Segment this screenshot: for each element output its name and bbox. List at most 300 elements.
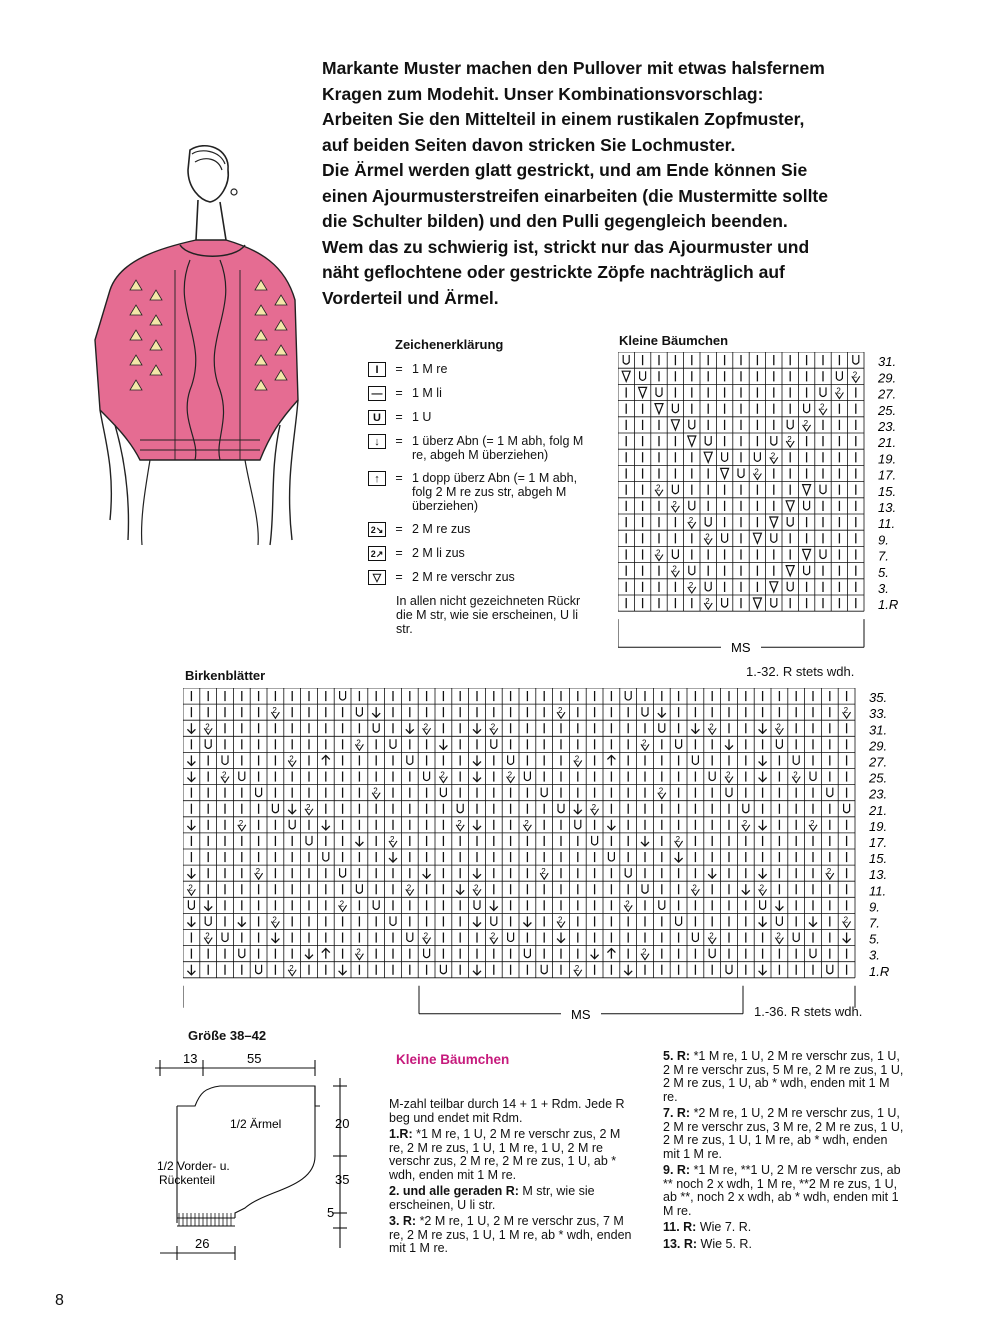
- chart-stitch: [759, 883, 767, 895]
- chart-stitch: [205, 739, 211, 748]
- chart-stitch: [473, 820, 481, 830]
- chart-stitch: [770, 582, 778, 592]
- svg-text:2: 2: [672, 564, 677, 574]
- svg-text:2: 2: [205, 722, 210, 732]
- chart-stitch: [473, 755, 481, 765]
- chart-stitch: [688, 436, 696, 446]
- row-2: 2. und alle geraden R: M str, wie sie erscheinen, U li str.: [389, 1184, 595, 1212]
- chart-stitch: [238, 916, 246, 926]
- svg-text:2: 2: [656, 483, 661, 493]
- chart-stitch: [771, 533, 777, 542]
- chart-stitch: [793, 755, 799, 764]
- row-label: 3.: [869, 947, 880, 963]
- chart-stitch: [689, 420, 695, 429]
- chart-stitch: [204, 900, 212, 910]
- svg-text:2: 2: [810, 818, 815, 828]
- chart-stitch: [541, 788, 547, 797]
- chart-stitch: [708, 722, 716, 734]
- chart-stitch: [754, 452, 760, 461]
- svg-text:2: 2: [356, 947, 361, 957]
- chart-stitch: [692, 755, 698, 764]
- svg-text:2: 2: [642, 738, 647, 748]
- chart-stitch: [676, 916, 682, 925]
- chart-stitch: [787, 582, 793, 591]
- chart-stitch: [722, 452, 728, 461]
- chart-stitch: [787, 420, 793, 429]
- svg-text:2: 2: [591, 802, 597, 812]
- svg-text:2: 2: [759, 883, 765, 893]
- chart-stitch: [575, 820, 581, 829]
- chart-stitch: [473, 868, 481, 878]
- chart-stitch: [658, 707, 666, 717]
- chart-stitch: [672, 549, 678, 558]
- chart-stitch: [640, 371, 646, 380]
- chart-stitch: [255, 867, 263, 879]
- chart-stitch: [204, 932, 212, 944]
- row-1: 1.R: *1 M re, 1 U, 2 M re verschr zus, 2 M re, 2 M re zus, 1 U, 1 M re, 1 U, 2 M re verschr zus, 2 M re, 2 M re zus, 1 U, ab * wdh, enden mit 1 M re.: [389, 1127, 621, 1182]
- svg-text:2: 2: [705, 532, 710, 542]
- row-5: 5. R: *1 M re, 1 U, 2 M re verschr zus, 1 U, 2 M re verschr zus, 5 M re, 2 M re zus, 1 U, 2 M re zus, 1 U, ab * wdh, enden mit 1 M re.: [663, 1049, 904, 1104]
- row-label: 23.: [878, 419, 897, 434]
- chart-stitch: [655, 404, 663, 414]
- svg-text:2: 2: [423, 931, 429, 941]
- row-label: 29.: [869, 738, 888, 754]
- chart-stitch: [804, 501, 810, 510]
- svg-text:2: 2: [423, 722, 429, 732]
- size-schematic: [155, 1048, 370, 1263]
- chart-large-grid: [183, 688, 908, 1023]
- row-label: 19.: [869, 818, 888, 834]
- chart-stitch: [322, 820, 330, 830]
- row-label: 11.: [878, 516, 896, 532]
- chart-stitch: [775, 900, 783, 910]
- p2tog-symbol: 2↗: [368, 546, 386, 561]
- legend-text: 2 M li zus: [412, 546, 465, 560]
- chart-stitch: [742, 884, 750, 894]
- chart-stitch: [222, 933, 228, 942]
- chart-stitch: [490, 900, 498, 910]
- chart-stitch: [770, 451, 778, 463]
- chart-stitch: [607, 949, 615, 959]
- chart-stitch: [676, 739, 682, 748]
- chart-stitch: [786, 501, 794, 511]
- legend-item: 2↗ = 2 M li zus: [368, 546, 593, 561]
- row-label: 15.: [878, 483, 897, 499]
- chart-stitch: [704, 452, 712, 462]
- svg-text:2: 2: [787, 435, 792, 445]
- intro-line: einen Ajourmusterstreifen einarbeiten (die Mustermitte sollte: [322, 185, 828, 206]
- svg-text:2: 2: [306, 802, 311, 812]
- row-13: 13. R: Wie 5. R.: [663, 1236, 752, 1251]
- chart-stitch: [792, 771, 800, 783]
- chart-stitch: [423, 868, 431, 878]
- row-label: 23.: [869, 786, 888, 802]
- chart-stitch: [373, 723, 379, 732]
- svg-text:2: 2: [820, 402, 825, 412]
- row-label: 7.: [869, 915, 880, 931]
- chart-stitch: [655, 549, 663, 561]
- svg-text:2: 2: [255, 867, 261, 877]
- chart-stitch: [456, 819, 464, 831]
- sweater-illustration: [70, 140, 320, 550]
- row-label: 9.: [878, 532, 889, 548]
- chart-stitch: [204, 722, 212, 734]
- svg-text:2: 2: [826, 867, 832, 877]
- legend-text: 1 dopp überz Abn (= 1 M abh, folg 2 M re zus str, abgeh M überziehen): [412, 471, 578, 513]
- legend: [368, 362, 593, 636]
- chart-stitch: [689, 566, 695, 575]
- chart-stitch: [770, 517, 778, 527]
- legend-text: 1 überz Abn (= 1 M abh, folg M re, abgeh M überziehen): [412, 434, 584, 462]
- row-label: 17.: [878, 467, 897, 483]
- chart-stitch: [704, 597, 712, 609]
- svg-text:2: 2: [688, 580, 694, 590]
- chart-stitch: [820, 387, 826, 396]
- chart-stitch: [574, 804, 582, 814]
- chart-stitch: [624, 965, 632, 975]
- chart-stitch: [759, 820, 767, 830]
- chart-stitch: [523, 819, 531, 831]
- svg-text:2: 2: [709, 931, 714, 941]
- svg-text:2: 2: [742, 818, 748, 828]
- dim-20: 20: [335, 1116, 350, 1131]
- chart-stitch: [390, 916, 396, 925]
- chart-stitch: [691, 883, 699, 895]
- chart-stitch: [187, 883, 195, 895]
- chart-stitch: [187, 723, 195, 733]
- chart-stitch: [372, 787, 380, 799]
- chart-stitch: [725, 739, 733, 749]
- knit-left-symbol: —: [368, 386, 386, 401]
- chart-stitch: [759, 868, 767, 878]
- chart-stitch: [836, 371, 842, 380]
- chart-stitch: [574, 754, 582, 766]
- chart-stitch: [373, 900, 379, 909]
- chart-stitch: [271, 706, 279, 718]
- chart-stitch: [641, 738, 649, 750]
- legend-item: ↓ = 1 überz Abn (= 1 M abh, folg M re, abgeh M überziehen): [368, 434, 593, 462]
- row-label: 1.R: [878, 597, 899, 613]
- chart-stitch: [591, 949, 599, 959]
- chart-stitch: [843, 915, 851, 927]
- chart-stitch: [238, 819, 246, 831]
- svg-text:2: 2: [803, 418, 809, 428]
- row-label: 13.: [869, 867, 888, 883]
- chart-stitch: [760, 900, 766, 909]
- svg-text:2: 2: [272, 915, 277, 925]
- dim-13: 13: [183, 1051, 198, 1066]
- svg-text:2: 2: [726, 770, 731, 780]
- chart-stitch: [490, 722, 498, 734]
- svg-text:2: 2: [843, 915, 849, 925]
- chart-stitch: [827, 788, 833, 797]
- chart-stitch: [691, 723, 699, 733]
- chart-stitch: [675, 852, 683, 862]
- chart-stitch: [843, 706, 851, 718]
- chart-stitch: [608, 852, 614, 861]
- chart-stitch: [305, 803, 313, 815]
- chart-stitch: [239, 772, 245, 781]
- chart-stitch: [853, 355, 859, 364]
- chart-stitch: [390, 739, 396, 748]
- chart-large-title: Birkenblätter: [185, 668, 266, 683]
- svg-text:2: 2: [625, 899, 630, 909]
- chart-stitch: [372, 707, 380, 717]
- chart-stitch: [289, 820, 295, 829]
- legend-item: — = 1 M li: [368, 386, 593, 401]
- svg-text:2: 2: [558, 706, 563, 716]
- chart-stitch: [339, 899, 347, 911]
- chart-stitch: [491, 739, 497, 748]
- chart-stitch: [641, 836, 649, 846]
- chart-stitch: [205, 916, 211, 925]
- chart-stitch: [607, 755, 615, 765]
- chart-stitch: [688, 581, 696, 593]
- svg-text:2: 2: [852, 370, 858, 380]
- legend-text: 1 M re: [412, 362, 448, 376]
- chart-stitch: [843, 933, 851, 943]
- chart-stitch: [272, 804, 278, 813]
- chart-stitch: [557, 915, 565, 927]
- legend-text: 1 U: [412, 410, 432, 424]
- chart-stitch: [759, 772, 767, 782]
- dim-26: 26: [195, 1236, 210, 1251]
- chart-stitch: [844, 804, 850, 813]
- chart-stitch: [356, 884, 362, 893]
- chart-stitch: [288, 964, 296, 976]
- svg-text:2: 2: [457, 818, 462, 828]
- chart-stitch: [541, 965, 547, 974]
- intro-line: Arbeiten Sie den Mittelteil in einem rustikalen Zopfmuster,: [322, 109, 805, 129]
- chart-stitch: [776, 739, 782, 748]
- chart-stitch: [659, 723, 665, 732]
- svg-text:2: 2: [688, 516, 694, 526]
- chart-stitch: [524, 949, 530, 958]
- chart-stitch: [407, 933, 413, 942]
- chart-stitch: [187, 820, 195, 830]
- chart-stitch: [456, 884, 464, 894]
- chart-stitch: [743, 804, 749, 813]
- chart-stitch: [709, 949, 715, 958]
- chart-stitch: [424, 772, 430, 781]
- intro-line: Wem das zu schwierig ist, strickt nur das Ajourmuster und: [322, 236, 810, 257]
- legend-text: 2 M re verschr zus: [412, 570, 515, 584]
- svg-text:2: 2: [507, 770, 513, 780]
- chart-stitch: [474, 900, 480, 909]
- chart-stitch: [256, 788, 262, 797]
- chart-stitch: [642, 707, 648, 716]
- chart-stitch: [738, 468, 744, 477]
- chart-stitch: [852, 370, 860, 382]
- chart-stitch: [222, 755, 228, 764]
- svg-text:2: 2: [776, 931, 781, 941]
- row-3: 3. R: *2 M re, 1 U, 2 M re verschr zus, 7 M re, 2 M re zus, 1 U, 1 M re, ab * wdh, enden mit 1 M re.: [389, 1214, 632, 1255]
- svg-text:2: 2: [289, 963, 294, 973]
- chart-stitch: [753, 468, 761, 480]
- chart-stitch: [624, 899, 632, 911]
- svg-text:2: 2: [474, 883, 479, 893]
- chart-stitch: [722, 598, 728, 607]
- svg-text:2: 2: [642, 947, 647, 957]
- legend-item: 2↘ = 2 M re zus: [368, 522, 593, 537]
- row-label: 31.: [869, 722, 888, 738]
- row-label: 27.: [878, 386, 897, 402]
- chart-stitch: [187, 755, 195, 765]
- chart-stitch: [355, 948, 363, 960]
- chart-stitch: [256, 965, 262, 974]
- chart-stitch: [705, 517, 711, 526]
- dim-5: 5: [327, 1205, 335, 1220]
- chart-stitch: [809, 916, 817, 926]
- chart-stitch: [322, 755, 330, 765]
- chart-stitch: [810, 949, 816, 958]
- svg-text:2: 2: [558, 915, 563, 925]
- body-label-1: 1/2 Vorder- u.: [157, 1159, 230, 1173]
- size-title: Größe 38–42: [188, 1028, 267, 1043]
- chart-stitch: [827, 965, 833, 974]
- chart-stitch: [759, 965, 767, 975]
- row-label: 27.: [869, 754, 888, 770]
- chart-stitch: [775, 932, 783, 944]
- chart-stitch: [507, 771, 515, 783]
- chart-stitch: [641, 948, 649, 960]
- chart-small-repeat: 1.-32. R stets wdh.: [746, 664, 855, 679]
- row-label: 29.: [878, 370, 897, 386]
- legend-item: I = 1 M re: [368, 362, 593, 377]
- chart-stitch: [457, 804, 463, 813]
- chart-stitch: [574, 964, 582, 976]
- chart-stitch: [655, 484, 663, 496]
- chart-stitch: [793, 933, 799, 942]
- chart-stitch: [753, 533, 761, 543]
- row-label: 9.: [869, 899, 880, 915]
- chart-stitch: [356, 707, 362, 716]
- chart-stitch: [508, 933, 514, 942]
- svg-text:2: 2: [373, 786, 378, 796]
- svg-text:2: 2: [440, 770, 445, 780]
- svg-text:2: 2: [390, 834, 395, 844]
- intro-line: näht geflochtene oder gestrickte Zöpfe nachträglich auf: [322, 262, 785, 282]
- chart-stitch: [340, 868, 346, 877]
- svg-text:2: 2: [754, 467, 759, 477]
- chart-stitch: [688, 516, 696, 528]
- chart-stitch: [288, 754, 296, 766]
- chart-stitch: [473, 883, 481, 895]
- chart-stitch: [803, 419, 811, 431]
- chart-stitch: [407, 755, 413, 764]
- chart-stitch: [271, 915, 279, 927]
- chart-stitch: [771, 598, 777, 607]
- chart-stitch: [786, 435, 794, 447]
- chart-stitch: [753, 598, 761, 608]
- row-9: 9. R: *1 M re, **1 U, 2 M re verschr zus, ab ** noch 2 x wdh, 1 M re, **2 M re zus, 1 U, ab **, noch 2 x wdh, ab * wdh, enden mit 1 M re.: [663, 1163, 901, 1218]
- chart-stitch: [187, 868, 195, 878]
- chart-stitch: [705, 436, 711, 445]
- legend-text: 1 M li: [412, 386, 442, 400]
- chart-stitch: [826, 867, 834, 879]
- intro-line: Kragen zum Modehit. Unser Kombinationsvorschlag:: [322, 83, 764, 104]
- chart-stitch: [288, 804, 296, 814]
- chart-stitch: [306, 836, 312, 845]
- chart-stitch: [759, 755, 767, 765]
- row-11: 11. R: Wie 7. R.: [663, 1220, 752, 1234]
- chart-stitch: [726, 965, 732, 974]
- chart-stitch: [656, 387, 662, 396]
- yarn-over-symbol: U: [368, 410, 386, 425]
- body-label-2: Rückenteil: [159, 1173, 216, 1187]
- intro-text: [322, 56, 922, 311]
- intro-line: auf beiden Seiten davon stricken Sie Lochmuster.: [322, 134, 736, 155]
- chart-stitch: [188, 900, 194, 909]
- row-label: 5.: [878, 564, 889, 580]
- chart-stitch: [759, 916, 767, 926]
- legend-item: ↑ = 1 dopp überz Abn (= 1 M abh, folg 2 M re zus str, abgeh M überziehen): [368, 471, 593, 513]
- chart-stitch: [803, 485, 811, 495]
- chart-stitch: [625, 691, 631, 700]
- chart-stitch: [672, 404, 678, 413]
- chart-stitch: [607, 820, 615, 830]
- chart-stitch: [340, 691, 346, 700]
- instructions-heading: Kleine Bäumchen: [396, 1052, 510, 1067]
- svg-text:2: 2: [672, 499, 677, 509]
- svg-text:2: 2: [770, 451, 776, 461]
- chart-stitch: [623, 355, 629, 364]
- intro-line: Die Ärmel werden glatt gestrickt, und am Ende können Sie: [322, 160, 808, 180]
- chart-stitch: [557, 706, 565, 718]
- chart-stitch: [658, 787, 666, 799]
- svg-text:2: 2: [776, 722, 781, 732]
- chart-stitch: [540, 867, 548, 879]
- intro-line: Vorderteil und Ärmel.: [322, 287, 499, 308]
- chart-stitch: [424, 949, 430, 958]
- chart-stitch: [187, 772, 195, 782]
- chart-stitch: [440, 965, 446, 974]
- chart-stitch: [804, 404, 810, 413]
- chart-stitch: [323, 852, 329, 861]
- chart-stitch: [473, 723, 481, 733]
- chart-stitch: [406, 723, 414, 733]
- chart-stitch: [439, 771, 447, 783]
- chart-stitch: [625, 868, 631, 877]
- svg-text:2: 2: [541, 867, 546, 877]
- legend-item: ▽ = 2 M re verschr zus: [368, 570, 593, 585]
- chart-stitch: [708, 932, 716, 944]
- row-label: 21.: [869, 802, 888, 818]
- svg-text:2: 2: [574, 754, 580, 764]
- row-label: 17.: [869, 835, 888, 850]
- chart-stitch: [820, 549, 826, 558]
- legend-note: In allen nicht gezeichneten Rückr die M str, wie sie erscheinen, U li str.: [396, 594, 581, 636]
- chart-stitch: [721, 468, 729, 478]
- knit-right-symbol: I: [368, 362, 386, 377]
- chart-stitch: [339, 965, 347, 975]
- svg-text:2: 2: [205, 931, 210, 941]
- chart-stitch: [591, 803, 599, 815]
- chart-stitch: [709, 772, 715, 781]
- svg-text:2: 2: [490, 722, 496, 732]
- chart-stitch: [675, 835, 683, 847]
- chart-stitch: [642, 884, 648, 893]
- svg-text:2: 2: [339, 899, 345, 909]
- row-label: 7.: [878, 548, 889, 564]
- chart-stitch: [742, 819, 750, 831]
- chart-stitch: [473, 772, 481, 782]
- chart-stitch: [187, 965, 195, 975]
- svg-text:2: 2: [656, 548, 661, 558]
- chart-stitch: [689, 501, 695, 510]
- svg-text:2: 2: [658, 786, 664, 796]
- chart-stitch: [622, 371, 630, 381]
